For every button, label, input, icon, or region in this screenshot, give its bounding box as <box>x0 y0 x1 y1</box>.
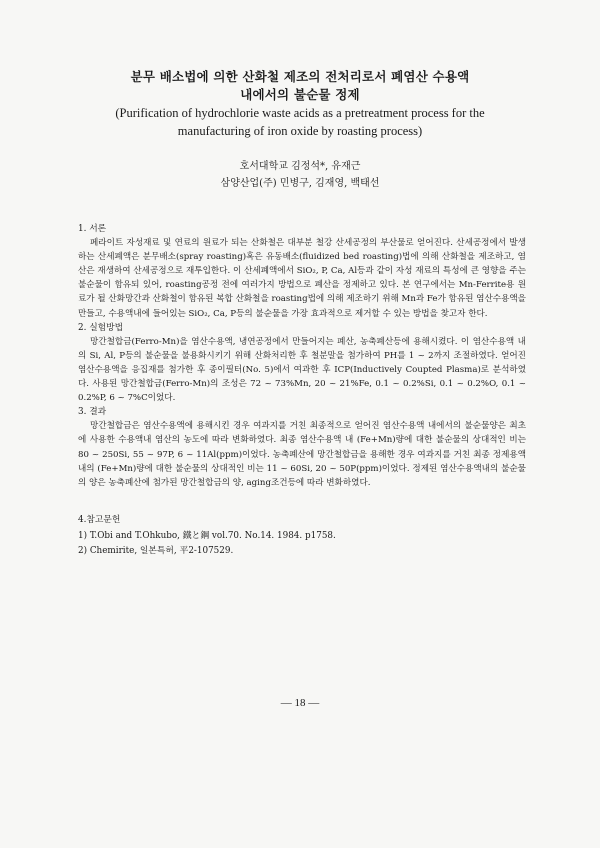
section-heading-results: 3. 결과 <box>78 407 107 418</box>
section-heading-method: 2. 실험방법 <box>78 322 124 333</box>
korean-title-line-1: 분무 배소법에 의한 산화철 제조의 전처리로서 폐염산 수용액 <box>130 69 470 84</box>
author-block <box>100 158 500 192</box>
reference-item: 2) Chemirite, 일본특허, 平2-107529. <box>78 545 234 556</box>
author-line-1: 호서대학교 김정석*, 유재근 <box>239 161 361 172</box>
results-paragraph: 망간철합금은 염산수용액에 용해시킨 경우 여과지를 거친 최종적으로 얻어진 염산수용액 내에서의 불순물양은 최초에 사용한 수용액내 염산의 농도에 따라 변화하였다. 최종 염산수용액 내 (Fe+Mn)량에 대한 불순물의 상대적인 비는 80 ~ 250Si, 55 ~ 97P, 6 ~ 11Al(ppm)이었다. 농축폐산에 망간철합금을 용해한 경우 여과지를 거친 최종 정제용액 내의 (Fe+Mn)량에 대한 불순물의 상대적인 비는 11 ~ 60Si, 20 ~ 50P(ppm)이었다. 정제된 염산수용액내의 불순물의 양은 농축폐산에 첨가된 망간철합금의 양, aging조건등에 따라 변화하였다. <box>78 421 526 488</box>
section-heading-introduction: 1. 서론 <box>78 224 107 234</box>
method-paragraph: 망간철합금(Ferro-Mn)을 염산수용액, 냉연공정에서 만들어지는 폐산, 농축폐산등에 용해시켰다. 이 염산수용액 내의 Si, Al, P등의 불순물을 불용화시키기 위해 산화처리한 후 철분말을 첨가하여 PH를 1 ~ 2까지 조절하였다. 얻어진 염산수용액을 응집재를 첨가한 후 종이필터(No. 5)에서 여과한 후 ICP(Inductively Coupted Plasma)로 분석하였다. 사용된 망간철합금(Ferro-Mn)의 조성은 72 ~ 73%Mn, 20 ~ 21%Fe, 0.1 ~ 0.2%Si, 0.1 ~ 0.2%O, 0.1 ~ 0.2%P, 6 ~ 7%C이었다. <box>78 336 526 404</box>
english-title-line-2: manufacturing of iron oxide by roasting process) <box>177 124 423 138</box>
page-number: — 18 — <box>280 697 320 709</box>
introduction-paragraph: 페라이트 자성재료 및 연료의 원료가 되는 산화철은 대부분 철강 산세공정의 부산물로 얻어진다. 산세공정에서 발생하는 산세폐액은 분무배소(spray roasting)혹은 유동배소(fluidized bed roasting)법에 의해 산화철을 제조하고, 염산은 재생하여 산세공정으로 재투입한다. 이 산세폐액에서 SiO₂, P, Ca, Al등과 같이 자성 재료의 특성에 큰 영향을 주는 불순물이 함유되 있어, roasting공정 전에 여러가지 방법으로 폐산을 정제하고 있다. 본 연구에서는 Mn-Ferrite용 원료가 될 산화망간과 산화철이 함유된 복합 산화철을 roasting법에 의해 제조하기 위해 Mn과 Fe가 함유된 염산수용액을 만들고, 수용액내에 들어있는 SiO₂, Ca, P등의 불순물을 가장 효과적으로 제거할 수 있는 방법을 찾고자 한다. <box>78 238 526 319</box>
english-title <box>60 104 540 140</box>
body-text <box>78 222 526 490</box>
references-heading: 4.참고문헌 <box>78 515 121 525</box>
reference-item: 1) T.Obi and T.Ohkubo, 鐵と鋼 vol.70. No.14. 1984. p1758. <box>78 531 336 542</box>
korean-title <box>60 68 540 104</box>
korean-title-line-2: 내에서의 불순물 정제 <box>240 87 360 102</box>
author-line-2: 삼양산업(주) 민병구, 김재영, 백태선 <box>220 178 380 189</box>
references <box>78 513 526 558</box>
english-title-line-1: (Purification of hydrochlorie waste acids as a pretreatment process for the <box>115 106 485 120</box>
